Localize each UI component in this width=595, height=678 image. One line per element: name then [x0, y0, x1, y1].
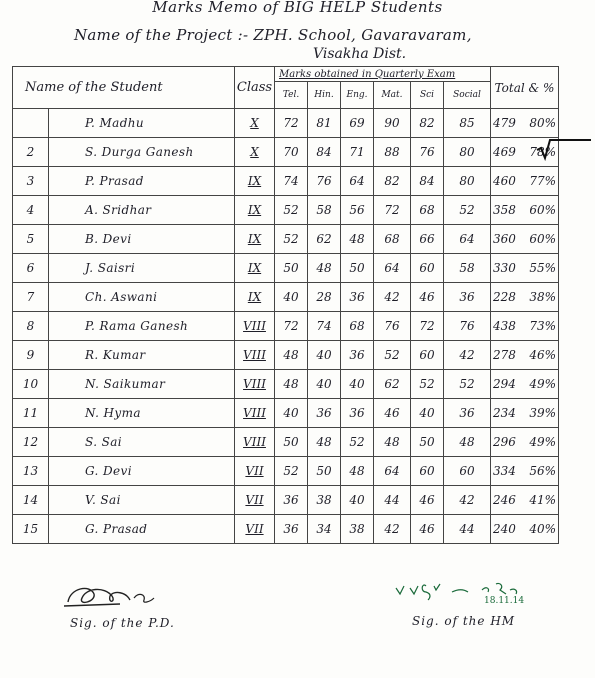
mark-cell: 40: [275, 399, 308, 428]
mark-cell: 50: [411, 428, 444, 457]
hm-signature-date: 18.11.14: [484, 596, 525, 606]
mark-cell: 38: [308, 486, 341, 515]
mark-cell: 28: [308, 283, 341, 312]
marks-table: [12, 66, 559, 544]
mark-cell: 46: [411, 283, 444, 312]
serial-number-cell: 14: [13, 486, 49, 515]
mark-cell: 85: [444, 109, 491, 138]
total-percent-cell: [491, 341, 559, 370]
mark-cell: 36: [341, 341, 374, 370]
serial-number-cell: 3: [13, 167, 49, 196]
table-row: [13, 457, 559, 486]
mark-cell: 76: [411, 138, 444, 167]
percentage: 80%: [529, 116, 556, 130]
header-science: Sci: [411, 82, 444, 109]
mark-cell: 70: [275, 138, 308, 167]
serial-number-cell: 5: [13, 225, 49, 254]
mark-cell: 62: [308, 225, 341, 254]
mark-cell: 52: [411, 370, 444, 399]
mark-cell: 60: [444, 457, 491, 486]
header-social: Social: [444, 82, 491, 109]
mark-cell: 40: [341, 370, 374, 399]
student-name-cell: Ch. Aswani: [49, 283, 235, 312]
serial-number-cell: 10: [13, 370, 49, 399]
mark-cell: 76: [374, 312, 411, 341]
mark-cell: 74: [308, 312, 341, 341]
total-percent-cell: [491, 370, 559, 399]
total-percent-cell: [491, 457, 559, 486]
student-name-cell: S. Sai: [49, 428, 235, 457]
mark-cell: 52: [275, 457, 308, 486]
mark-cell: 36: [308, 399, 341, 428]
mark-cell: 48: [374, 428, 411, 457]
total-percent-cell: [491, 428, 559, 457]
pd-signature-label: Sig. of the P.D.: [70, 616, 175, 630]
total-percent-cell: [491, 254, 559, 283]
percentage: 40%: [529, 522, 556, 536]
mark-cell: 42: [444, 341, 491, 370]
mark-cell: 82: [374, 167, 411, 196]
mark-cell: 48: [308, 254, 341, 283]
total-marks: 278: [493, 348, 516, 362]
mark-cell: 82: [411, 109, 444, 138]
mark-cell: 60: [411, 341, 444, 370]
table-row: [13, 399, 559, 428]
student-name-cell: N. Hyma: [49, 399, 235, 428]
total-percent-cell: [491, 196, 559, 225]
student-name-cell: V. Sai: [49, 486, 235, 515]
mark-cell: 52: [444, 196, 491, 225]
student-name-cell: P. Prasad: [49, 167, 235, 196]
table-header-row: [13, 67, 559, 82]
total-percent-cell: [491, 312, 559, 341]
mark-cell: 36: [444, 283, 491, 312]
project-name-line2: Visakha Dist.: [313, 46, 407, 62]
mark-cell: 48: [275, 370, 308, 399]
mark-cell: 74: [275, 167, 308, 196]
mark-cell: 60: [411, 457, 444, 486]
mark-cell: 69: [341, 109, 374, 138]
header-hindi: Hin.: [308, 82, 341, 109]
mark-cell: 42: [444, 486, 491, 515]
header-maths: Mat.: [374, 82, 411, 109]
mark-cell: 34: [308, 515, 341, 544]
class-cell: IX: [235, 225, 275, 254]
class-cell: VIII: [235, 370, 275, 399]
mark-cell: 58: [444, 254, 491, 283]
mark-cell: 36: [275, 486, 308, 515]
total-percent-cell: [491, 283, 559, 312]
header-english: Eng.: [341, 82, 374, 109]
table-row: [13, 428, 559, 457]
serial-number-cell: 8: [13, 312, 49, 341]
table-row: [13, 486, 559, 515]
mark-cell: 48: [444, 428, 491, 457]
student-name-cell: N. Saikumar: [49, 370, 235, 399]
mark-cell: 52: [275, 196, 308, 225]
class-cell: VII: [235, 486, 275, 515]
mark-cell: 46: [411, 486, 444, 515]
class-cell: VII: [235, 457, 275, 486]
mark-cell: 80: [444, 138, 491, 167]
percentage: 41%: [529, 493, 556, 507]
mark-cell: 44: [444, 515, 491, 544]
mark-cell: 52: [444, 370, 491, 399]
table-row: [13, 109, 559, 138]
percentage: 60%: [529, 203, 556, 217]
header-class: Class: [235, 67, 275, 109]
mark-cell: 68: [411, 196, 444, 225]
table-row: [13, 515, 559, 544]
mark-cell: 44: [374, 486, 411, 515]
mark-cell: 84: [411, 167, 444, 196]
pd-signature: [60, 578, 180, 614]
mark-cell: 48: [275, 341, 308, 370]
mark-cell: 36: [275, 515, 308, 544]
mark-cell: 62: [374, 370, 411, 399]
total-marks: 228: [493, 290, 516, 304]
table-row: [13, 138, 559, 167]
mark-cell: 76: [308, 167, 341, 196]
mark-cell: 50: [341, 254, 374, 283]
class-cell: IX: [235, 283, 275, 312]
mark-cell: 68: [374, 225, 411, 254]
mark-cell: 84: [308, 138, 341, 167]
mark-cell: 48: [308, 428, 341, 457]
mark-cell: 80: [444, 167, 491, 196]
mark-cell: 64: [374, 254, 411, 283]
serial-number-cell: 7: [13, 283, 49, 312]
header-marks-group: Marks obtained in Quarterly Exam: [275, 67, 491, 82]
percentage: 49%: [529, 435, 556, 449]
mark-cell: 52: [341, 428, 374, 457]
class-cell: VIII: [235, 312, 275, 341]
total-marks: 360: [493, 232, 516, 246]
table-row: [13, 196, 559, 225]
mark-cell: 90: [374, 109, 411, 138]
mark-cell: 48: [341, 225, 374, 254]
student-name-cell: S. Durga Ganesh: [49, 138, 235, 167]
class-cell: VIII: [235, 341, 275, 370]
class-cell: VIII: [235, 428, 275, 457]
student-name-cell: G. Prasad: [49, 515, 235, 544]
total-marks: 460: [493, 174, 516, 188]
mark-cell: 36: [341, 399, 374, 428]
total-marks: 330: [493, 261, 516, 275]
mark-cell: 88: [374, 138, 411, 167]
table-row: [13, 167, 559, 196]
mark-cell: 42: [374, 283, 411, 312]
table-row: [13, 312, 559, 341]
header-student-name: Name of the Student: [13, 67, 235, 109]
total-marks: 358: [493, 203, 516, 217]
mark-cell: 71: [341, 138, 374, 167]
mark-cell: 46: [411, 515, 444, 544]
serial-number-cell: 11: [13, 399, 49, 428]
total-marks: 334: [493, 464, 516, 478]
total-percent-cell: [491, 109, 559, 138]
percentage: 39%: [529, 406, 556, 420]
percentage: 46%: [529, 348, 556, 362]
percentage: 49%: [529, 377, 556, 391]
mark-cell: 40: [275, 283, 308, 312]
mark-cell: 50: [308, 457, 341, 486]
mark-cell: 72: [275, 312, 308, 341]
serial-number-cell: 9: [13, 341, 49, 370]
student-name-cell: G. Devi: [49, 457, 235, 486]
total-marks: 479: [493, 116, 516, 130]
table-row: [13, 225, 559, 254]
class-cell: X: [235, 138, 275, 167]
student-name-cell: J. Saisri: [49, 254, 235, 283]
class-cell: VIII: [235, 399, 275, 428]
class-cell: X: [235, 109, 275, 138]
mark-cell: 72: [275, 109, 308, 138]
header-telugu: Tel.: [275, 82, 308, 109]
total-marks: 294: [493, 377, 516, 391]
mark-cell: 48: [341, 457, 374, 486]
serial-number-cell: 2: [13, 138, 49, 167]
mark-cell: 40: [341, 486, 374, 515]
mark-cell: 64: [444, 225, 491, 254]
mark-cell: 64: [341, 167, 374, 196]
mark-cell: 58: [308, 196, 341, 225]
total-percent-cell: [491, 225, 559, 254]
mark-cell: 40: [308, 370, 341, 399]
mark-cell: 50: [275, 428, 308, 457]
percentage: 73%: [529, 319, 556, 333]
class-cell: IX: [235, 196, 275, 225]
table-row: [13, 370, 559, 399]
total-percent-cell: [491, 167, 559, 196]
serial-number-cell: [13, 109, 49, 138]
mark-cell: 52: [374, 341, 411, 370]
mark-cell: 68: [341, 312, 374, 341]
table-row: [13, 254, 559, 283]
mark-cell: 42: [374, 515, 411, 544]
mark-cell: 66: [411, 225, 444, 254]
student-name-cell: P. Madhu: [49, 109, 235, 138]
project-name-line1: Name of the Project :- ZPH. School, Gavaravaram,: [74, 26, 472, 44]
memo-title: Marks Memo of BIG HELP Students: [152, 0, 443, 16]
mark-cell: 36: [341, 283, 374, 312]
serial-number-cell: 6: [13, 254, 49, 283]
percentage: 78%: [529, 145, 556, 159]
mark-cell: 56: [341, 196, 374, 225]
mark-cell: 50: [275, 254, 308, 283]
student-name-cell: B. Devi: [49, 225, 235, 254]
student-name-cell: A. Sridhar: [49, 196, 235, 225]
serial-number-cell: 15: [13, 515, 49, 544]
percentage: 60%: [529, 232, 556, 246]
mark-cell: 72: [374, 196, 411, 225]
total-marks: 234: [493, 406, 516, 420]
header-total-percent: Total & %: [491, 67, 559, 109]
table-row: [13, 341, 559, 370]
class-cell: IX: [235, 254, 275, 283]
mark-cell: 60: [411, 254, 444, 283]
total-marks: 438: [493, 319, 516, 333]
mark-cell: 52: [275, 225, 308, 254]
serial-number-cell: 4: [13, 196, 49, 225]
total-marks: 246: [493, 493, 516, 507]
mark-cell: 40: [308, 341, 341, 370]
mark-cell: 40: [411, 399, 444, 428]
mark-cell: 64: [374, 457, 411, 486]
mark-cell: 36: [444, 399, 491, 428]
tick-mark: [535, 136, 593, 162]
total-marks: 240: [493, 522, 516, 536]
percentage: 55%: [529, 261, 556, 275]
mark-cell: 72: [411, 312, 444, 341]
total-percent-cell: [491, 486, 559, 515]
student-name-cell: R. Kumar: [49, 341, 235, 370]
table-row: [13, 283, 559, 312]
percentage: 56%: [529, 464, 556, 478]
total-percent-cell: [491, 399, 559, 428]
total-marks: 296: [493, 435, 516, 449]
student-name-cell: P. Rama Ganesh: [49, 312, 235, 341]
mark-cell: 81: [308, 109, 341, 138]
mark-cell: 46: [374, 399, 411, 428]
class-cell: VII: [235, 515, 275, 544]
hm-signature-label: Sig. of the HM: [412, 614, 516, 628]
total-percent-cell: [491, 515, 559, 544]
class-cell: IX: [235, 167, 275, 196]
percentage: 38%: [529, 290, 556, 304]
total-marks: 469: [493, 145, 516, 159]
serial-number-cell: 12: [13, 428, 49, 457]
mark-cell: 76: [444, 312, 491, 341]
mark-cell: 38: [341, 515, 374, 544]
percentage: 77%: [529, 174, 556, 188]
serial-number-cell: 13: [13, 457, 49, 486]
